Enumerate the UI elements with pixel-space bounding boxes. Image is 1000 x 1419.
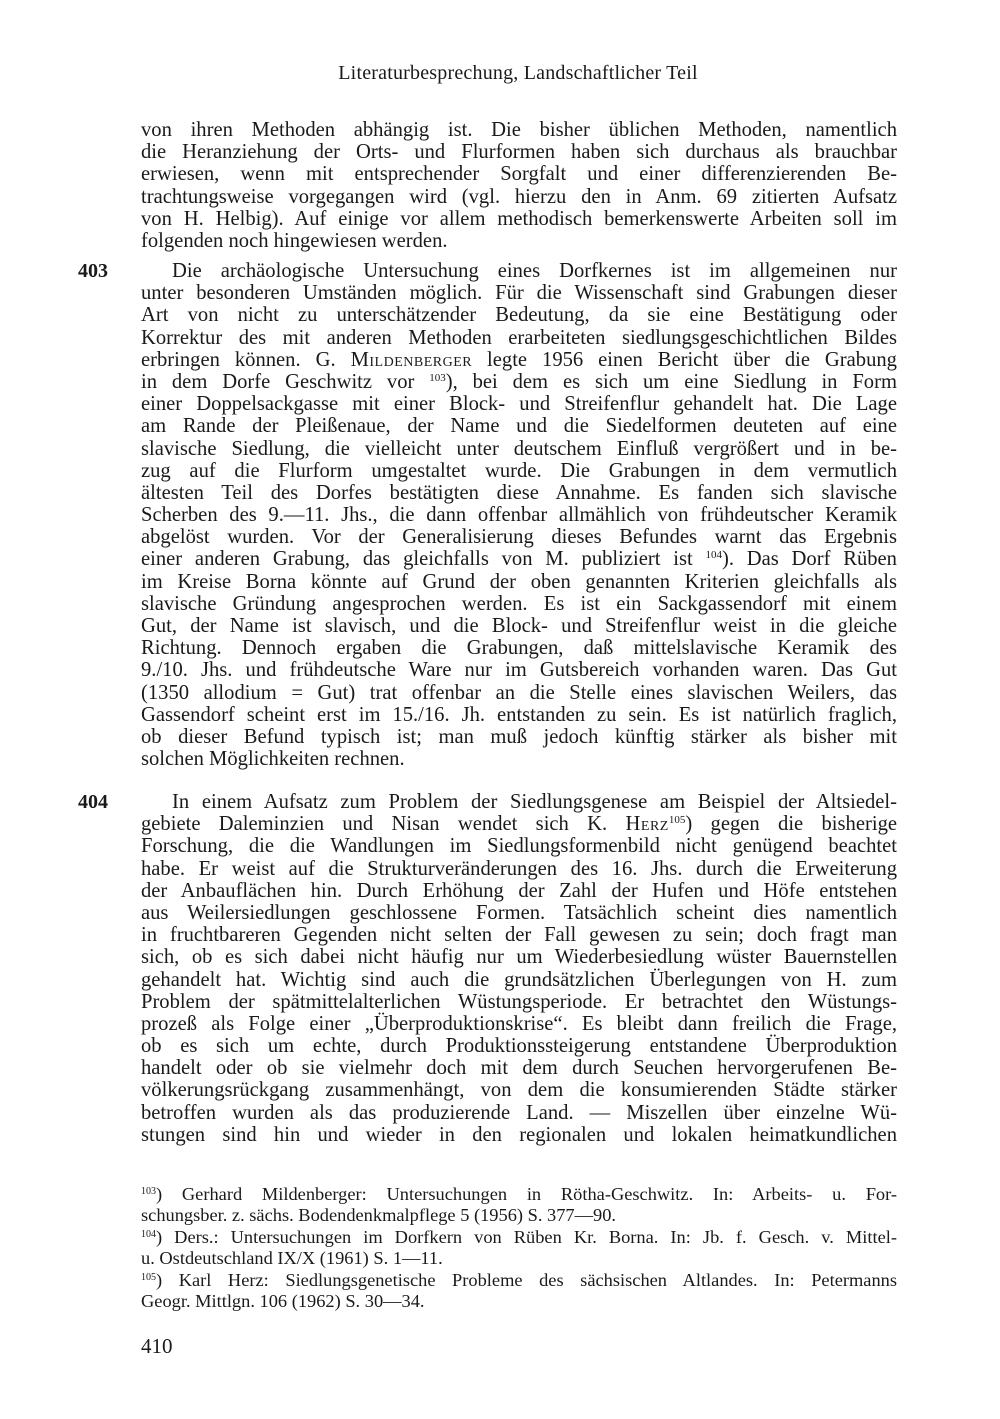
text-line: 9./10. Jhs. und frühdeutsche Ware nur im Gutsbereich vorhanden waren. Das Gut — [141, 659, 897, 682]
text-line: Die archäologische Untersuchung eines Dorfkernes ist im allgemeinen nur — [172, 260, 897, 282]
footnote-104: $^{104}$) Ders.: Untersuchungen im Dorfkern von Rüben Kr. Borna. In: Jb. f. Gesch. v. Mittel- — [141, 1226, 897, 1247]
text-line: ältesten Teil des Dorfes bestätigten diese Annahme. Es fanden sich slavische — [141, 481, 897, 504]
text-line: erwiesen, wenn mit entsprechender Sorgfalt und einer differenzierenden Be- — [141, 163, 897, 186]
text-line: gehandelt hat. Wichtig sind auch die grundsätzlichen Überlegungen von H. zum — [141, 968, 897, 991]
text-line: in fruchtbareren Gegenden nicht selten der Fall gewesen zu sein; doch fragt man — [141, 924, 897, 947]
running-header: Literaturbesprechung, Landschaftlicher Teil — [338, 62, 698, 84]
section-403-paragraph — [141, 260, 897, 770]
text-line: ob dieser Befund typisch ist; man muß jedoch künftig stärker als bisher mit — [141, 725, 897, 748]
text-line: erbringen können. G. Mildenberger legte 1956 einen Bericht über die Grabung — [141, 348, 897, 371]
text-line: handelt oder ob sie vielmehr doch mit dem durch Seuchen hervorgerufenen Be- — [141, 1057, 897, 1080]
text-line: einer anderen Grabung, das gleichfalls von M. publiziert ist $^{104}$). Das Dorf Rüben — [141, 548, 897, 571]
text-line: die Heranziehung der Orts- und Flurformen haben sich durchaus als brauchbar — [141, 141, 897, 164]
text-line: betroffen wurden als das produzierende Land. — Miszellen über einzelne Wü- — [141, 1101, 897, 1124]
text-line: sich, ob es sich dabei nicht häufig nur um Wiederbesiedlung wüster Bauernstellen — [141, 946, 897, 969]
text-line: am Rande der Pleißenaue, der Name und die Siedelformen deuteten auf eine — [141, 415, 897, 438]
text-line: Art von nicht zu unterschätzender Bedeutung, da sie eine Bestätigung oder — [141, 304, 897, 327]
section-404-paragraph — [141, 791, 897, 1146]
section-number-404: 404 — [78, 791, 108, 813]
text-line: zug auf die Flurform umgestaltet wurde. Die Grabungen in dem vermutlich — [141, 459, 897, 482]
text-line: von ihren Methoden abhängig ist. Die bisher üblichen Methoden, namentlich — [141, 119, 897, 141]
text-line: prozeß als Folge einer „Überproduktionskrise“. Es bleibt dann freilich die Frage, — [141, 1012, 897, 1035]
intro-paragraph — [141, 119, 897, 252]
text-line: gebiete Daleminzien und Nisan wendet sich K. Herz$^{105}$) gegen die bisherige — [141, 813, 898, 836]
text-line: trachtungsweise vorgegangen wird (vgl. hierzu den in Anm. 69 zitierten Aufsatz — [141, 185, 897, 208]
text-line: Problem der spätmittelalterlichen Wüstungsperiode. Er betrachtet den Wüstungs- — [141, 990, 897, 1013]
footnote-105-cont: Geogr. Mittlgn. 106 (1962) S. 30—34. — [141, 1290, 425, 1311]
text-line: einer Doppelsackgasse mit einer Block- und Streifenflur gehandelt hat. Die Lage — [141, 393, 897, 416]
text-line: slavische Siedlung, die vielleicht unter deutschem Einfluß vergrößert und in be- — [141, 437, 897, 460]
text-line: Gassendorf scheint erst im 15./16. Jh. entstanden zu sein. Es ist natürlich fraglich, — [141, 703, 897, 726]
footnote-103-cont: schungsber. z. sächs. Bodendenkmalpflege 5 (1956) S. 377—90. — [141, 1205, 617, 1226]
author-name: Mildenberger — [350, 348, 473, 371]
author-name: Herz — [625, 813, 669, 836]
footnote-104-cont: u. Ostdeutschland IX/X (1961) S. 1—11. — [141, 1248, 443, 1269]
text-line: Korrektur des mit anderen Methoden erarbeiteten siedlungsgeschichtlichen Bildes — [141, 326, 897, 349]
section-number-403: 403 — [78, 260, 108, 282]
text-line: in dem Dorfe Geschwitz vor $^{103}$), bei dem es sich um eine Siedlung in Form — [141, 370, 897, 393]
text-line: folgenden noch hingewiesen werden. — [141, 229, 448, 252]
text-line: ob es sich um echte, durch Produktionssteigerung entstandene Überproduktion — [141, 1035, 897, 1058]
text-line: völkerungsrückgang zusammenhängt, von dem die konsumierenden Städte stärker — [141, 1079, 897, 1102]
footnote-ref: 103 — [429, 371, 446, 384]
text-line: slavische Gründung angesprochen werden. Es ist ein Sackgassendorf mit einem — [141, 592, 897, 615]
text-line: solchen Möglichkeiten rechnen. — [141, 748, 405, 771]
text-line: Forschung, die die Wandlungen im Siedlungsformenbild nicht genügend beachtet — [141, 835, 897, 858]
text-line: habe. Er weist auf die Strukturveränderungen des 16. Jhs. durch die Erweiterung — [141, 857, 897, 880]
text-line: aus Weilersiedlungen geschlossene Formen. Tatsächlich scheint dies namentlich — [141, 901, 897, 924]
text-line: Gut, der Name ist slavisch, und die Block- und Streifenflur weist in die gleiche — [141, 615, 897, 637]
footnote-103: $^{103}$) Gerhard Mildenberger: Untersuchungen in Rötha-Geschwitz. In: Arbeits- u. For- — [141, 1184, 897, 1204]
text-line: In einem Aufsatz zum Problem der Siedlungsgenese am Beispiel der Altsiedel- — [172, 791, 897, 813]
footnote-105: $^{105}$) Karl Herz: Siedlungsgenetische Probleme des sächsischen Altlandes. In: Petermanns — [141, 1269, 897, 1290]
text-line: Richtung. Dennoch ergaben die Grabungen, daß mittelslavische Keramik des — [141, 637, 897, 660]
footnote-ref: 105 — [668, 814, 686, 827]
page-number: 410 — [141, 1334, 173, 1358]
text-line: unter besonderen Umständen möglich. Für die Wissenschaft sind Grabungen dieser — [141, 282, 897, 305]
text-line: (1350 allodium = Gut) trat offenbar an die Stelle eines slavischen Weilers, das — [141, 681, 897, 704]
footnote-ref: 104 — [705, 549, 722, 562]
text-line: stungen sind hin und wieder in den regionalen und lokalen heimatkundlichen — [141, 1123, 897, 1146]
text-line: im Kreise Borna könnte auf Grund der oben genannten Kriterien gleichfalls als — [141, 570, 897, 593]
footnotes — [141, 1184, 897, 1312]
text-line: von H. Helbig). Auf einige vor allem methodisch bemerkenswerte Arbeiten soll im — [141, 207, 897, 230]
text-line: Scherben des 9.—11. Jhs., die dann offenbar allmählich von frühdeutscher Keramik — [141, 504, 897, 527]
text-line: der Anbauflächen hin. Durch Erhöhung der Zahl der Hufen und Höfe entstehen — [141, 879, 897, 902]
text-line: abgelöst wurden. Vor der Generalisierung dieses Befundes warnt das Ergebnis — [141, 526, 897, 549]
